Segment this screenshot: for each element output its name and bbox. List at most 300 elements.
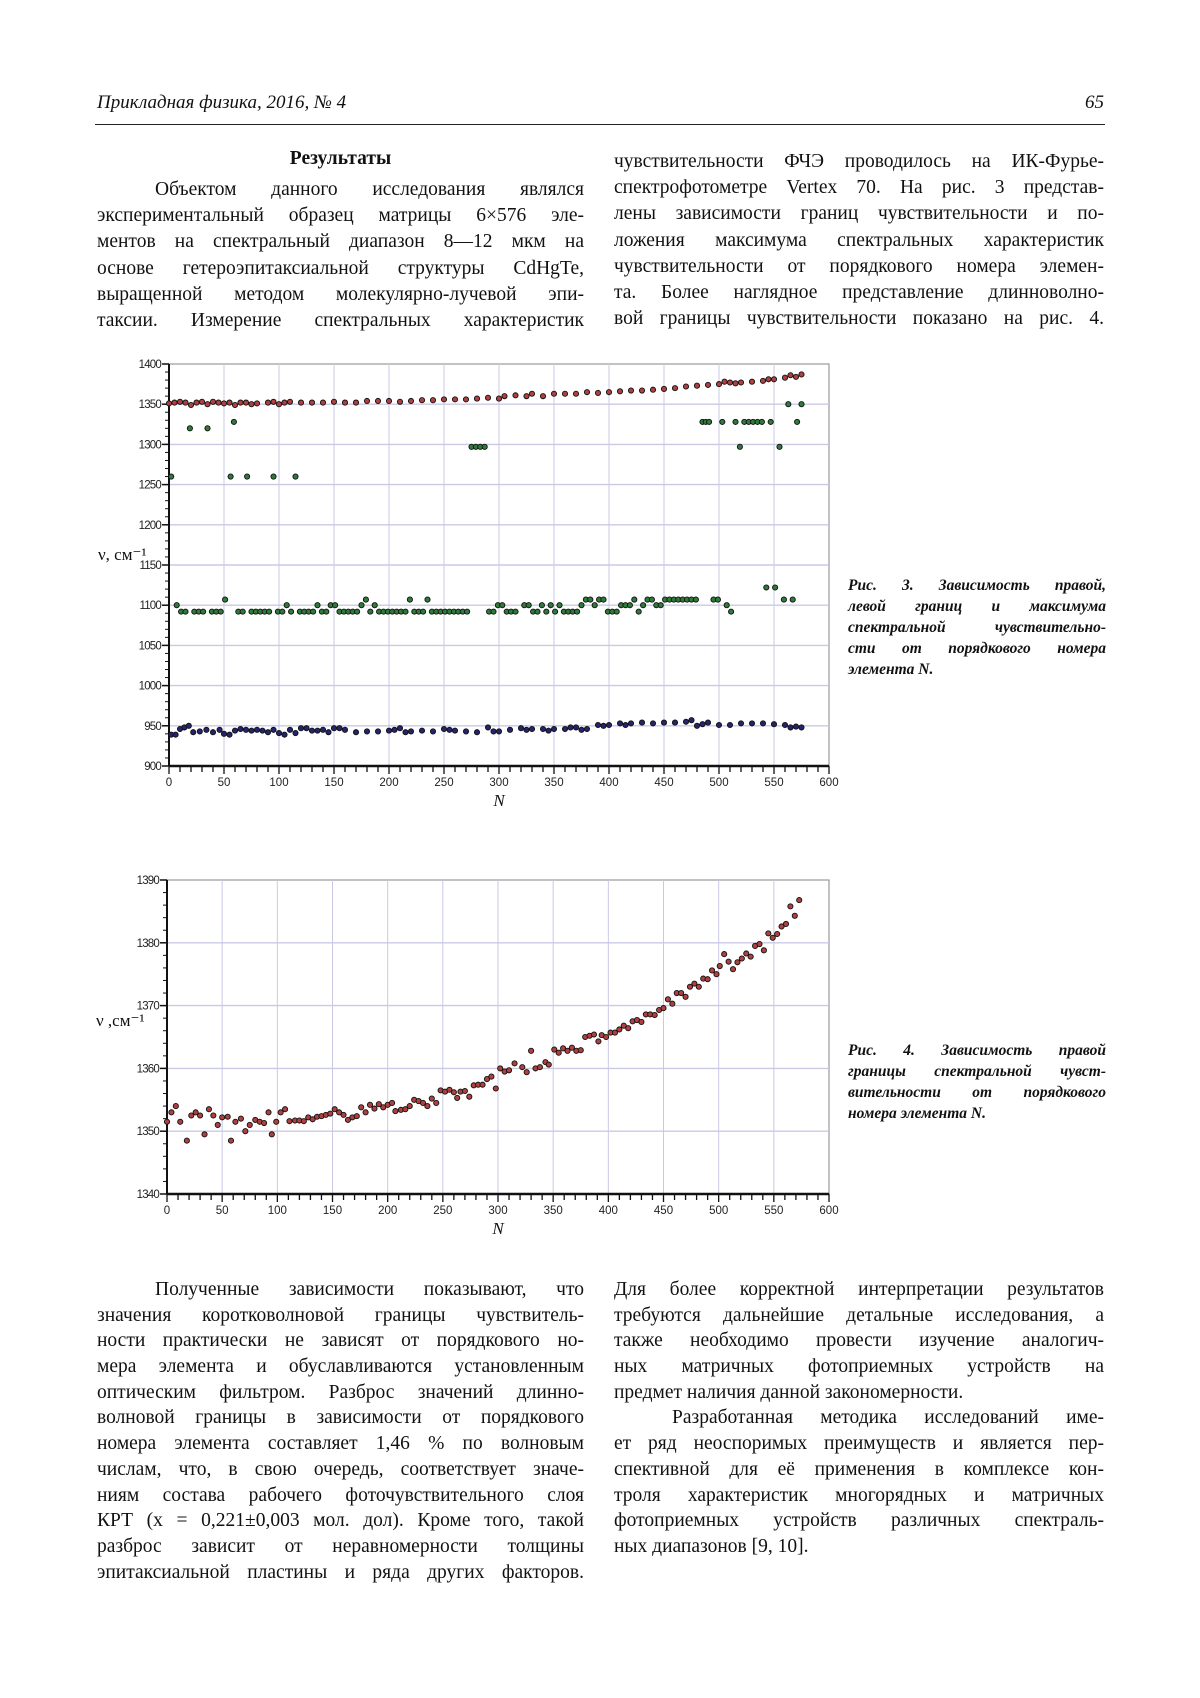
data-point-left-boundary: [293, 474, 298, 479]
data-point-right-boundary: [274, 1119, 279, 1124]
y-tick-label: 1100: [139, 600, 161, 613]
data-point-right-boundary: [434, 1100, 439, 1105]
y-tick-label: 1350: [138, 399, 161, 412]
data-point-right-boundary: [407, 1103, 412, 1108]
data-point-maximum: [419, 728, 424, 733]
x-tick-label: 450: [654, 777, 674, 789]
x-tick-label: 600: [819, 777, 839, 789]
data-point-left-boundary: [715, 597, 720, 602]
data-point-right-boundary: [604, 1034, 609, 1039]
data-point-right-boundary: [271, 399, 276, 404]
x-tick-label: 100: [267, 1205, 287, 1217]
y-tick-label: 1370: [136, 1000, 159, 1013]
text-line: спектральной чувствительно-: [848, 619, 1106, 636]
data-point-right-boundary: [793, 374, 798, 379]
data-point-right-boundary: [462, 1088, 467, 1093]
data-point-maximum: [265, 730, 270, 735]
data-point-right-boundary: [309, 400, 314, 405]
data-point-left-boundary: [786, 402, 791, 407]
data-point-right-boundary: [792, 913, 797, 918]
data-point-left-boundary: [539, 603, 544, 608]
text-line: вой границы чувствительности показано на рис. 4.: [614, 308, 1104, 330]
data-point-maximum: [337, 726, 342, 731]
data-point-left-boundary: [355, 609, 360, 614]
data-point-right-boundary: [591, 1032, 596, 1037]
data-point-right-boundary: [717, 963, 722, 968]
data-point-left-boundary: [733, 419, 738, 424]
data-point-maximum: [392, 727, 397, 732]
data-point-maximum: [210, 730, 215, 735]
data-point-maximum: [782, 722, 787, 727]
data-point-right-boundary: [524, 1070, 529, 1075]
data-point-right-boundary: [276, 402, 281, 407]
data-point-right-boundary: [696, 984, 701, 989]
x-tick-label: 550: [764, 1205, 784, 1217]
data-point-left-boundary: [465, 609, 470, 614]
data-point-right-boundary: [537, 1065, 542, 1070]
data-point-right-boundary: [661, 386, 666, 391]
data-point-right-boundary: [726, 959, 731, 964]
data-point-right-boundary: [228, 1138, 233, 1143]
text-line: ет ряд неоспоримых преимуществ и является пер-: [614, 1433, 1104, 1455]
text-line: троля характеристик многорядных и матричных: [614, 1484, 1104, 1506]
data-point-right-boundary: [238, 1116, 243, 1121]
data-point-right-boundary: [287, 399, 292, 404]
data-point-left-boundary: [636, 609, 641, 614]
text-line: эпитаксиальной пластины и ряда других факторов.: [97, 1561, 584, 1583]
text-line: Полученные зависимости показывают, что: [155, 1279, 584, 1300]
section-heading: Результаты: [289, 148, 392, 169]
x-tick-label: 150: [324, 777, 344, 789]
data-point-maximum: [683, 719, 688, 724]
data-point-right-boundary: [215, 1122, 220, 1127]
data-point-right-boundary: [760, 378, 765, 383]
data-point-right-boundary: [298, 400, 303, 405]
data-point-left-boundary: [513, 609, 518, 614]
data-point-right-boundary: [665, 997, 670, 1002]
data-point-left-boundary: [777, 444, 782, 449]
data-point-left-boundary: [693, 597, 698, 602]
data-point-right-boundary: [331, 399, 336, 404]
text-line: Для более корректной интерпретации результатов: [614, 1279, 1104, 1300]
data-point-maximum: [568, 725, 573, 730]
data-point-left-boundary: [737, 444, 742, 449]
text-line: ности практически не зависят от порядкового но-: [97, 1330, 584, 1352]
data-point-right-boundary: [178, 1119, 183, 1124]
text-line: номера элемента N.: [848, 1105, 986, 1122]
data-point-right-boundary: [502, 394, 507, 399]
y-tick-label: 1380: [136, 937, 159, 950]
data-point-left-boundary: [174, 603, 179, 608]
data-point-right-boundary: [372, 1106, 377, 1111]
text-line: таксии. Измерение спектральных характеристик: [97, 309, 584, 331]
data-point-right-boundary: [639, 1019, 644, 1024]
data-point-right-boundary: [265, 400, 270, 405]
data-point-left-boundary: [421, 609, 426, 614]
data-point-maximum: [298, 726, 303, 731]
data-point-right-boundary: [617, 1027, 622, 1032]
data-point-right-boundary: [220, 1115, 225, 1120]
text-line: основе гетероэпитаксиальной структуры CdHgTe,: [97, 257, 584, 279]
data-point-maximum: [584, 726, 589, 731]
data-point-maximum: [271, 727, 276, 732]
data-point-right-boundary: [287, 1119, 292, 1124]
data-point-maximum: [197, 729, 202, 734]
data-point-right-boundary: [739, 956, 744, 961]
data-point-right-boundary: [705, 977, 710, 982]
data-point-left-boundary: [627, 603, 632, 608]
data-point-maximum: [760, 721, 765, 726]
data-point-right-boundary: [194, 400, 199, 405]
data-point-left-boundary: [649, 597, 654, 602]
data-point-right-boundary: [386, 398, 391, 403]
data-point-maximum: [320, 727, 325, 732]
data-point-left-boundary: [183, 609, 188, 614]
data-point-right-boundary: [467, 1094, 472, 1099]
data-point-left-boundary: [407, 597, 412, 602]
x-tick-label: 600: [819, 1205, 839, 1217]
x-tick-label: 300: [488, 1205, 508, 1217]
data-point-maximum: [260, 728, 265, 733]
y-tick-label: 1350: [136, 1126, 159, 1139]
data-point-maximum: [186, 723, 191, 728]
data-point-left-boundary: [575, 609, 580, 614]
data-point-maximum: [243, 727, 248, 732]
data-point-maximum: [524, 727, 529, 732]
data-point-maximum: [304, 726, 309, 731]
data-point-left-boundary: [795, 419, 800, 424]
data-point-right-boundary: [573, 391, 578, 396]
y-tick-label: 1400: [138, 359, 161, 371]
data-point-left-boundary: [592, 603, 597, 608]
data-point-right-boundary: [761, 948, 766, 953]
x-tick-label: 250: [434, 777, 454, 789]
data-point-right-boundary: [202, 1132, 207, 1137]
data-point-maximum: [293, 730, 298, 735]
data-point-right-boundary: [397, 399, 402, 404]
data-point-right-boundary: [714, 972, 719, 977]
data-point-left-boundary: [425, 597, 430, 602]
data-point-left-boundary: [764, 585, 769, 590]
data-point-maximum: [276, 730, 281, 735]
data-point-right-boundary: [748, 954, 753, 959]
x-tick-label: 500: [709, 777, 729, 789]
data-point-maximum: [749, 721, 754, 726]
data-point-maximum: [386, 728, 391, 733]
data-point-left-boundary: [773, 585, 778, 590]
data-point-maximum: [672, 720, 677, 725]
data-point-right-boundary: [441, 397, 446, 402]
data-point-left-boundary: [548, 603, 553, 608]
data-point-right-boundary: [211, 1113, 216, 1118]
data-point-maximum: [397, 726, 402, 731]
data-point-right-boundary: [672, 386, 677, 391]
data-point-right-boundary: [722, 379, 727, 384]
text-line: числам, что, в свою очередь, соответствует значе-: [97, 1458, 584, 1480]
data-point-left-boundary: [333, 603, 338, 608]
data-point-maximum: [694, 723, 699, 728]
data-point-right-boundary: [775, 931, 780, 936]
data-point-left-boundary: [372, 603, 377, 608]
data-point-maximum: [309, 728, 314, 733]
data-point-right-boundary: [626, 1026, 631, 1031]
data-point-maximum: [249, 728, 254, 733]
data-point-right-boundary: [367, 1102, 372, 1107]
data-point-right-boundary: [513, 393, 518, 398]
text-line: предмет наличия данной закономерности.: [614, 1381, 964, 1403]
y-tick-label: 1300: [138, 439, 161, 452]
data-point-right-boundary: [474, 396, 479, 401]
data-point-right-boundary: [266, 1110, 271, 1115]
data-point-right-boundary: [639, 388, 644, 393]
data-point-right-boundary: [722, 952, 727, 957]
text-line: номера элемента составляет 1,46 % по волновым: [97, 1433, 584, 1455]
data-point-right-boundary: [709, 968, 714, 973]
data-point-right-boundary: [694, 383, 699, 388]
text-line: значения коротковолновой границы чувствитель-: [97, 1304, 584, 1326]
data-point-right-boundary: [546, 1062, 551, 1067]
data-point-right-boundary: [254, 401, 259, 406]
y-tick-label: 900: [144, 761, 161, 773]
data-point-left-boundary: [187, 426, 192, 431]
data-point-right-boundary: [799, 372, 804, 377]
x-tick-label: 200: [378, 1205, 398, 1217]
data-point-maximum: [518, 726, 523, 731]
text-line: экспериментальный образец матрицы 6×576 эле-: [97, 205, 584, 227]
x-tick-label: 400: [599, 777, 619, 789]
data-point-right-boundary: [628, 388, 633, 393]
data-point-right-boundary: [164, 1119, 169, 1124]
data-point-right-boundary: [452, 397, 457, 402]
text-line: выращенной методом молекулярно-лучевой эпи-: [97, 283, 584, 305]
data-point-maximum: [628, 721, 633, 726]
data-point-maximum: [727, 722, 732, 727]
data-point-left-boundary: [245, 474, 250, 479]
data-point-right-boundary: [169, 1110, 174, 1115]
data-point-right-boundary: [261, 1120, 266, 1125]
data-point-maximum: [342, 727, 347, 732]
data-point-left-boundary: [500, 603, 505, 608]
data-point-left-boundary: [729, 609, 734, 614]
data-point-left-boundary: [658, 603, 663, 608]
data-point-right-boundary: [328, 1111, 333, 1116]
data-point-right-boundary: [540, 394, 545, 399]
y-tick-label: 1250: [138, 479, 161, 492]
text-column-bottom-right: [614, 1277, 1104, 1560]
x-tick-label: 50: [215, 1205, 229, 1217]
text-column-top-right: [614, 149, 1104, 332]
y-tick-label: 1000: [138, 680, 161, 693]
text-line: спектрофотометре Vertex 70. На рис. 3 представ-: [614, 177, 1104, 199]
data-point-maximum: [331, 726, 336, 731]
data-point-right-boundary: [661, 1006, 666, 1011]
data-point-left-boundary: [324, 609, 329, 614]
text-line: границы спектральной чувст-: [848, 1063, 1106, 1080]
data-point-left-boundary: [553, 609, 558, 614]
text-line: элемента N.: [848, 661, 934, 678]
data-point-maximum: [282, 732, 287, 737]
data-point-right-boundary: [210, 399, 215, 404]
data-point-left-boundary: [289, 609, 294, 614]
data-point-right-boundary: [749, 379, 754, 384]
data-point-maximum: [430, 729, 435, 734]
text-line: фотоприемных устройств различных спектраль-: [614, 1510, 1104, 1532]
data-point-right-boundary: [188, 402, 193, 407]
data-point-right-boundary: [184, 1138, 189, 1143]
data-point-maximum: [689, 718, 694, 723]
text-column-top-left: [97, 177, 584, 334]
data-point-right-boundary: [788, 373, 793, 378]
text-line: Разработанная методика исследований име-: [672, 1407, 1104, 1429]
x-tick-label: 0: [163, 1205, 171, 1217]
data-point-left-boundary: [201, 609, 206, 614]
data-point-left-boundary: [759, 419, 764, 424]
data-point-maximum: [474, 730, 479, 735]
data-point-maximum: [507, 727, 512, 732]
y-tick-label: 950: [144, 720, 161, 733]
data-point-right-boundary: [198, 1113, 203, 1118]
data-point-right-boundary: [584, 390, 589, 395]
text-line: Рис. 3. Зависимость правой,: [848, 577, 1106, 594]
data-point-left-boundary: [169, 474, 174, 479]
data-point-left-boundary: [641, 603, 646, 608]
data-point-right-boundary: [463, 397, 468, 402]
data-point-right-boundary: [617, 389, 622, 394]
data-point-right-boundary: [243, 1129, 248, 1134]
data-point-right-boundary: [716, 382, 721, 387]
data-point-maximum: [463, 729, 468, 734]
x-tick-label: 500: [709, 1205, 729, 1217]
text-line: ниям состава рабочего фоточувствительного слоя: [97, 1484, 584, 1506]
data-point-right-boundary: [683, 384, 688, 389]
x-tick-label: 300: [489, 777, 509, 789]
data-point-left-boundary: [205, 426, 210, 431]
data-point-right-boundary: [766, 931, 771, 936]
data-point-right-boundary: [282, 1107, 287, 1112]
y-tick-label: 1360: [136, 1063, 159, 1076]
data-point-left-boundary: [280, 609, 285, 614]
data-point-right-boundary: [206, 1107, 211, 1112]
data-point-left-boundary: [601, 597, 606, 602]
data-point-maximum: [364, 729, 369, 734]
data-point-left-boundary: [588, 597, 593, 602]
data-point-left-boundary: [544, 609, 549, 614]
data-point-maximum: [238, 726, 243, 731]
figure-4-chart: [90, 870, 850, 1250]
data-point-right-boundary: [166, 401, 171, 406]
y-tick-label: 1150: [139, 560, 161, 572]
text-line: Рис. 4. Зависимость правой: [848, 1042, 1106, 1059]
data-point-right-boundary: [430, 398, 435, 403]
data-point-maximum: [799, 725, 804, 730]
data-point-right-boundary: [177, 399, 182, 404]
data-point-right-boundary: [562, 391, 567, 396]
data-point-right-boundary: [738, 380, 743, 385]
text-line: ментов на спектральный диапазон 8—12 мкм на: [97, 231, 584, 253]
figure-4-caption: [848, 1040, 1106, 1124]
data-point-left-boundary: [368, 609, 373, 614]
data-point-maximum: [551, 726, 556, 731]
data-point-right-boundary: [578, 1048, 583, 1053]
data-point-right-boundary: [243, 400, 248, 405]
text-line: левой границ и максимума: [848, 598, 1106, 615]
data-point-maximum: [700, 722, 705, 727]
x-tick-label: 450: [653, 1205, 674, 1217]
data-point-maximum: [204, 727, 209, 732]
data-point-maximum: [452, 728, 457, 733]
x-tick-label: 550: [764, 777, 784, 789]
data-point-maximum: [447, 727, 452, 732]
y-tick-label: 1050: [138, 640, 161, 653]
data-point-right-boundary: [282, 400, 287, 405]
y-tick-label: 1390: [136, 875, 159, 887]
data-point-right-boundary: [199, 399, 204, 404]
data-point-maximum: [221, 731, 226, 736]
data-point-maximum: [441, 726, 446, 731]
x-tick-label: 100: [269, 777, 289, 789]
text-line: КРТ (x = 0,221±0,003 мол. дол). Кроме того, такой: [97, 1510, 584, 1532]
data-point-right-boundary: [393, 1109, 398, 1114]
data-point-left-boundary: [614, 609, 619, 614]
data-point-right-boundary: [408, 398, 413, 403]
data-point-right-boundary: [429, 1096, 434, 1101]
data-point-left-boundary: [720, 419, 725, 424]
text-line: чувствительности от порядкового номера элемен-: [614, 255, 1104, 277]
x-tick-label: 250: [433, 1205, 453, 1217]
y-tick-label: 1200: [138, 519, 161, 532]
data-point-right-boundary: [173, 1103, 178, 1108]
data-point-left-boundary: [724, 603, 729, 608]
data-point-right-boundary: [172, 400, 177, 405]
text-line: мера элемента и обуславливаются установленным: [97, 1356, 584, 1378]
data-point-left-boundary: [311, 609, 316, 614]
data-point-right-boundary: [596, 1039, 601, 1044]
data-point-maximum: [716, 722, 721, 727]
data-point-right-boundary: [342, 400, 347, 405]
data-point-right-boundary: [301, 1119, 306, 1124]
y-tick-label: 1340: [136, 1189, 159, 1201]
data-point-left-boundary: [403, 609, 408, 614]
data-point-left-boundary: [284, 603, 289, 608]
data-point-right-boundary: [595, 390, 600, 395]
data-point-right-boundary: [341, 1112, 346, 1117]
data-point-left-boundary: [790, 597, 795, 602]
text-line: Объектом данного исследования являлся: [155, 179, 584, 200]
data-point-right-boundary: [455, 1095, 460, 1100]
data-point-right-boundary: [493, 1086, 498, 1091]
data-point-left-boundary: [240, 609, 245, 614]
data-point-right-boundary: [788, 904, 793, 909]
data-point-left-boundary: [315, 603, 320, 608]
data-point-right-boundary: [496, 396, 501, 401]
data-point-left-boundary: [632, 597, 637, 602]
data-point-maximum: [617, 721, 622, 726]
data-point-maximum: [529, 726, 534, 731]
x-tick-label: 200: [379, 777, 399, 789]
data-point-right-boundary: [512, 1061, 517, 1066]
text-line: ложения максимума спектральных характеристик: [614, 229, 1104, 251]
data-point-left-boundary: [482, 444, 487, 449]
data-point-right-boundary: [489, 1074, 494, 1079]
text-line: лены зависимости границ чувствительности и по-: [614, 203, 1104, 225]
data-point-right-boundary: [247, 1122, 252, 1127]
data-point-maximum: [738, 721, 743, 726]
text-line: чувствительности ФЧЭ проводилось на ИК-Фурье-: [614, 151, 1104, 172]
data-point-right-boundary: [670, 1001, 675, 1006]
text-line: вительности от порядкового: [848, 1084, 1106, 1101]
data-point-maximum: [661, 720, 666, 725]
x-tick-label: 350: [544, 777, 564, 789]
